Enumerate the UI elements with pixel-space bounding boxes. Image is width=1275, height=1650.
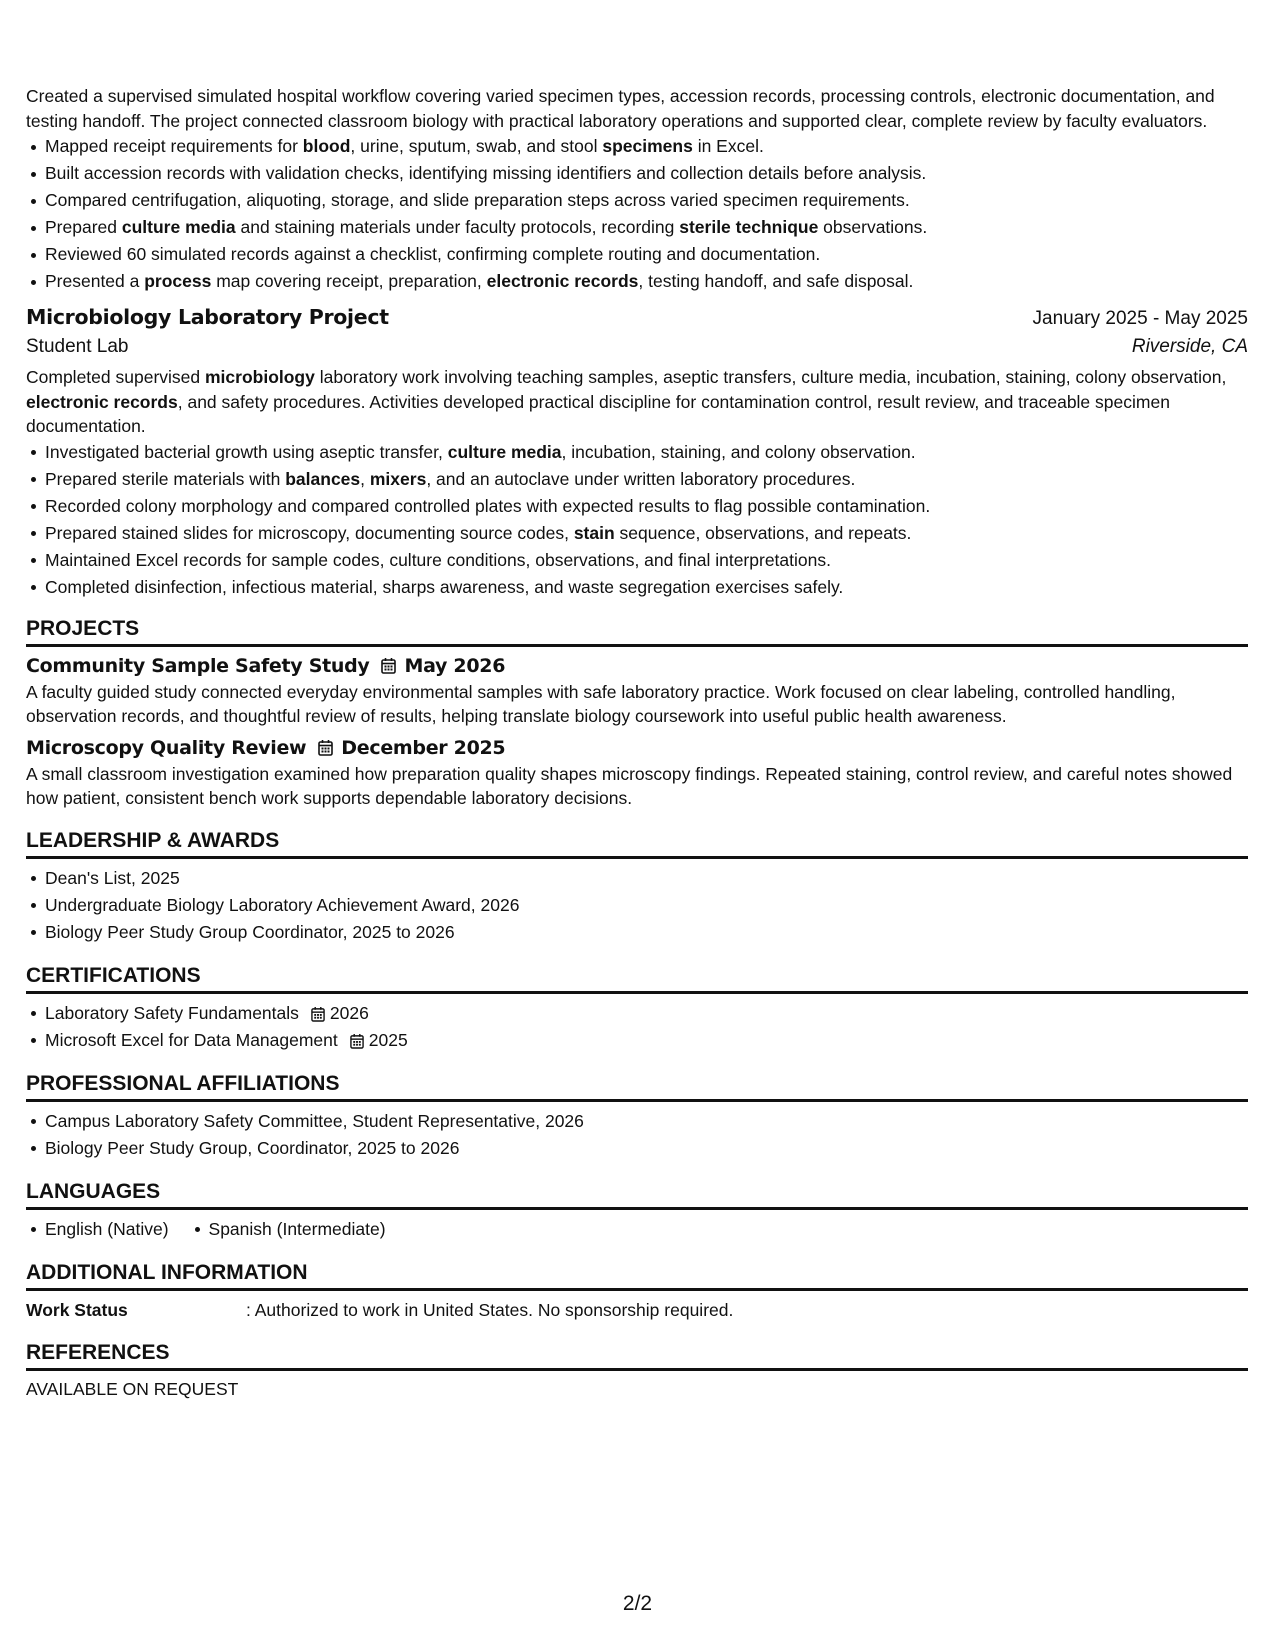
list-item: Biology Peer Study Group Coordinator, 2025 to 2026 bbox=[45, 919, 1248, 946]
list-item: Undergraduate Biology Laboratory Achievement Award, 2026 bbox=[45, 892, 1248, 919]
entry-bullets bbox=[26, 439, 1248, 601]
section-heading-affiliations: PROFESSIONAL AFFILIATIONS bbox=[26, 1072, 1248, 1102]
certification-name: Laboratory Safety Fundamentals bbox=[45, 1002, 299, 1023]
prev-entry-description: Created a supervised simulated hospital workflow covering varied specimen types, accession records, processing controls, electronic documentation, and testing handoff. The project connected classroom biology with practical laboratory operations and supported clear, complete review by faculty evaluators. bbox=[26, 86, 1215, 131]
languages-list bbox=[26, 1216, 1248, 1243]
project-title: Community Sample Safety Study bbox=[26, 654, 370, 677]
list-item: Presented a process map covering receipt, preparation, electronic records, testing handoff, and safe disposal. bbox=[45, 268, 1248, 295]
calendar-icon bbox=[381, 657, 396, 674]
affiliations-list bbox=[26, 1108, 1248, 1162]
list-item: Recorded colony morphology and compared controlled plates with expected results to flag possible contamination. bbox=[45, 493, 1248, 520]
calendar-icon bbox=[318, 739, 333, 756]
project-description: A small classroom investigation examined how preparation quality shapes microscopy findings. Repeated staining, control review, and careful notes showed how patient, consistent bench work supports dependable laboratory decisions. bbox=[26, 763, 1233, 808]
project-date: December 2025 bbox=[341, 736, 506, 759]
list-item: Campus Laboratory Safety Committee, Student Representative, 2026 bbox=[45, 1108, 1248, 1135]
resume-page bbox=[26, 84, 1248, 1401]
list-item: Built accession records with validation checks, identifying missing identifiers and collection details before analysis. bbox=[45, 160, 1248, 187]
project-title: Microscopy Quality Review bbox=[26, 736, 307, 759]
list-item: Spanish (Intermediate) bbox=[209, 1216, 386, 1243]
calendar-icon bbox=[311, 1006, 325, 1022]
work-status-row bbox=[26, 1297, 1248, 1323]
entry-location: Riverside, CA bbox=[1131, 336, 1248, 357]
list-item: Investigated bacterial growth using aseptic transfer, culture media, incubation, staining, and colony observation. bbox=[45, 439, 1248, 466]
list-item: Prepared culture media and staining materials under faculty protocols, recording sterile technique observations. bbox=[45, 214, 1248, 241]
section-heading-certifications: CERTIFICATIONS bbox=[26, 964, 1248, 994]
project-item bbox=[26, 655, 1248, 729]
list-item: Biology Peer Study Group, Coordinator, 2025 to 2026 bbox=[45, 1135, 1248, 1162]
list-item: Dean's List, 2025 bbox=[45, 865, 1248, 892]
project-description: A faculty guided study connected everyday environmental samples with safe laboratory practice. Work focused on clear labeling, controlled handling, observation records, and thoughtful review of results, helping translate biology coursework into useful public health awareness. bbox=[26, 681, 1176, 726]
section-heading-additional: ADDITIONAL INFORMATION bbox=[26, 1261, 1248, 1291]
references-text: AVAILABLE ON REQUEST bbox=[26, 1378, 239, 1399]
list-item: Maintained Excel records for sample codes, culture conditions, observations, and final interpretations. bbox=[45, 547, 1248, 574]
section-heading-languages: LANGUAGES bbox=[26, 1180, 1248, 1210]
certification-year: 2025 bbox=[368, 1029, 408, 1050]
calendar-icon bbox=[350, 1033, 364, 1049]
work-status-value: : Authorized to work in United States. No sponsorship required. bbox=[246, 1299, 734, 1320]
certifications-list bbox=[26, 1000, 1248, 1054]
section-heading-leadership: LEADERSHIP & AWARDS bbox=[26, 829, 1248, 859]
list-item: Prepared sterile materials with balances, mixers, and an autoclave under written laboratory procedures. bbox=[45, 466, 1248, 493]
certification-year: 2026 bbox=[329, 1002, 369, 1023]
section-heading-projects: PROJECTS bbox=[26, 617, 1248, 647]
certification-name: Microsoft Excel for Data Management bbox=[45, 1029, 338, 1050]
list-item: Prepared stained slides for microscopy, documenting source codes, stain sequence, observations, and repeats. bbox=[45, 520, 1248, 547]
list-item: Compared centrifugation, aliquoting, storage, and slide preparation steps across varied specimen requirements. bbox=[45, 187, 1248, 214]
page-number: 2/2 bbox=[622, 1592, 653, 1615]
list-item: Mapped receipt requirements for blood, urine, sputum, swab, and stool specimens in Excel. bbox=[45, 133, 1248, 160]
entry-dates: January 2025 - May 2025 bbox=[1032, 308, 1248, 329]
experience-entry bbox=[26, 305, 1248, 601]
entry-organization: Student Lab bbox=[26, 336, 129, 357]
work-status-label: Work Status bbox=[26, 1299, 128, 1320]
section-heading-references: REFERENCES bbox=[26, 1341, 1248, 1371]
entry-title: Microbiology Laboratory Project bbox=[26, 305, 389, 329]
list-item: Reviewed 60 simulated records against a checklist, confirming complete routing and documentation. bbox=[45, 241, 1248, 268]
list-item bbox=[45, 1000, 1248, 1027]
project-item bbox=[26, 737, 1248, 811]
entry-description: Completed supervised microbiology laboratory work involving teaching samples, aseptic transfers, culture media, incubation, staining, colony observation, electronic records, and safety procedures. Activities developed practical discipline for contamination control, result review, and traceable specimen documentation. bbox=[26, 367, 1227, 436]
list-item bbox=[45, 1027, 1248, 1054]
list-item: Completed disinfection, infectious material, sharps awareness, and waste segregation exercises safely. bbox=[45, 574, 1248, 601]
leadership-list bbox=[26, 865, 1248, 946]
project-date: May 2026 bbox=[404, 654, 506, 677]
list-item: English (Native) bbox=[45, 1216, 169, 1243]
prev-entry-bullets bbox=[26, 133, 1248, 295]
